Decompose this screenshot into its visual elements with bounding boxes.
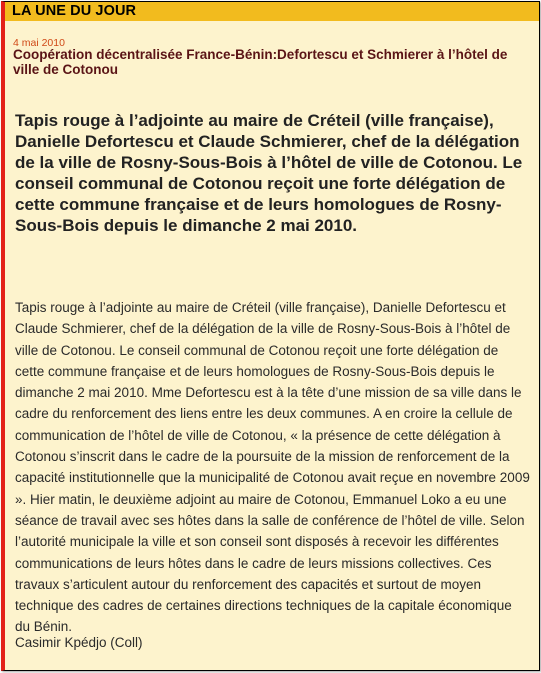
article-byline: Casimir Kpédjo (Coll) — [15, 635, 143, 650]
section-header — [5, 2, 539, 21]
article-date: 4 mai 2010 — [13, 37, 65, 49]
article-lead: Tapis rouge à l’adjointe au maire de Créteil (ville française), Danielle Defortescu et Claude Schmierer, chef de la délégation de la ville de Rosny-Sous-Bois à l’hôtel de ville de Cotonou. Le conseil communal de Cotonou reçoit une forte délégation de cette commune française et de leurs homologues de Rosny-Sous-Bois depuis le dimanche 2 mai 2010. — [15, 111, 523, 235]
section-title: LA UNE DU JOUR — [12, 3, 137, 19]
article-headline[interactable]: Coopération décentralisée France-Bénin:Defortescu et Schmierer à l’hôtel de ville de Cotonou — [13, 47, 508, 77]
article-panel — [1, 1, 540, 671]
article-body: Tapis rouge à l’adjointe au maire de Créteil (ville française), Danielle Defortescu et Claude Schmierer, chef de la délégation de la ville de Rosny-Sous-Bois à l’hôtel de ville de Cotonou. Le conseil communal de Cotonou reçoit une forte délégation de cette commune française et de leurs homologues de Rosny-Sous-Bois depuis le dimanche 2 mai 2010. Mme Defortescu est à la tête d’une mission de sa ville dans le cadre du renforcement des liens entre les deux communes. A en croire la cellule de communication de l’hôtel de ville de Cotonou, « la présence de cette délégation à Cotonou s’inscrit dans le cadre de la poursuite de la mission de renforcement de la capacité institutionnelle que la municipalité de Cotonou avait reçue en novembre 2009 ». Hier matin, le deuxième adjoint au maire de Cotonou, Emmanuel Loko a eu une séance de travail avec ses hôtes dans la salle de conférence de l’hôtel de ville. Selon l’autorité municipale la ville et son conseil sont disposés à recevoir les différentes communications de leurs hôtes dans le cadre de leurs missions collectives. Ces travaux s’articulent autour du renforcement des capacités et surtout de moyen technique des cadres de certaines directions techniques de la capitale économique du Bénin. — [15, 300, 530, 635]
